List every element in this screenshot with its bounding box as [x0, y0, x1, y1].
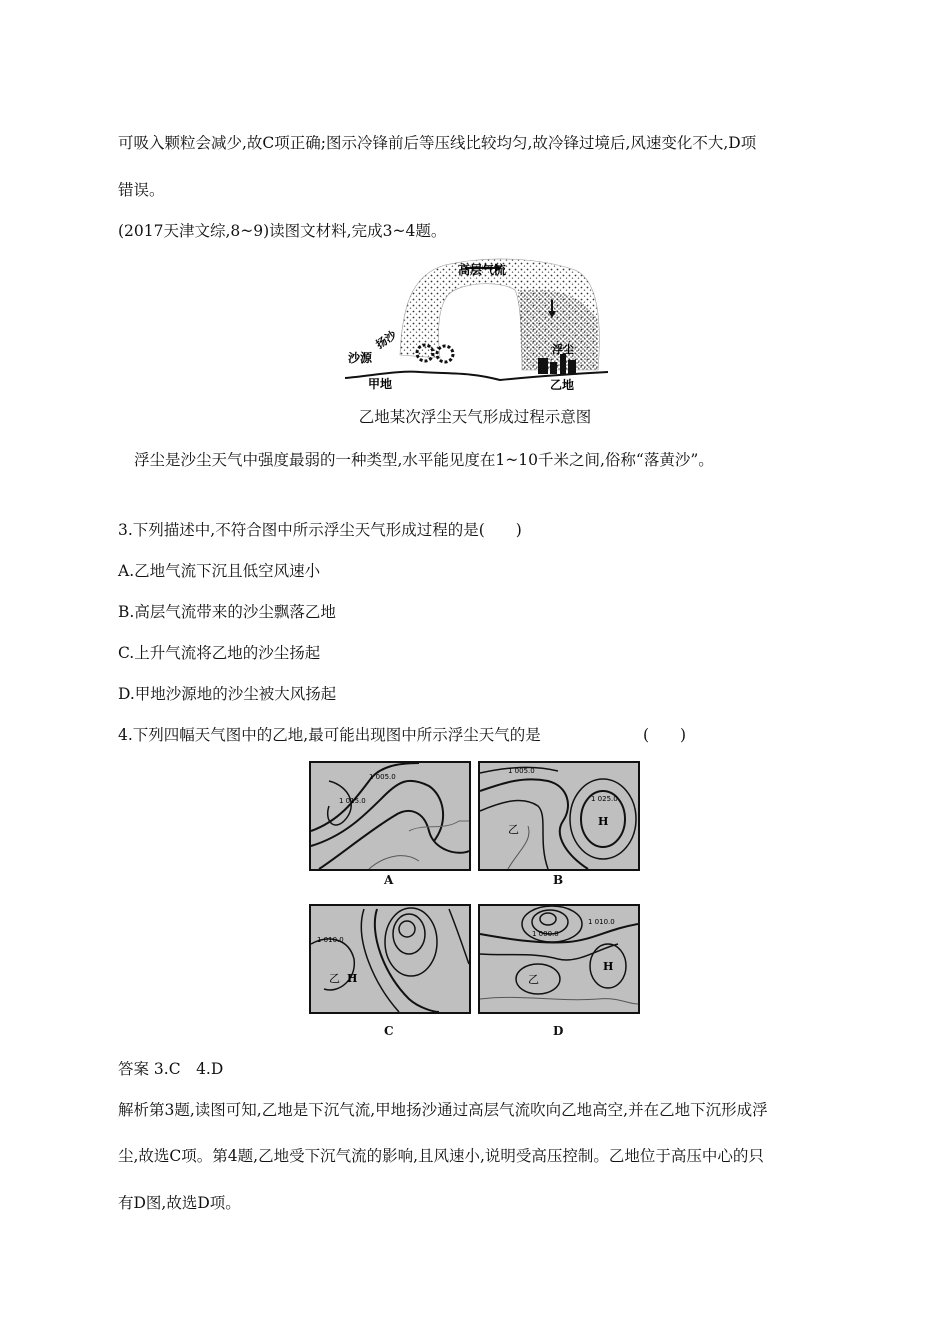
dust-process-figure [340, 250, 610, 400]
question-3-option-d: D.甲地沙源地的沙尘被大风扬起 [118, 685, 337, 703]
paragraph-line: 错误。 [118, 181, 165, 199]
weather-map-c [309, 904, 471, 1014]
label-sand-source: 沙源 [348, 351, 373, 365]
label-dust: 浮尘 [552, 343, 574, 356]
source-line: (2017天津文综,8~9)读图文材料,完成3~4题。 [118, 222, 447, 240]
paragraph-line: 可吸入颗粒会减少,故C项正确;图示冷锋前后等压线比较均匀,故冷锋过境后,风速变化不大,D项 [118, 134, 757, 152]
answer-line: 答案 3.C 4.D [118, 1060, 224, 1078]
map-c-mark: H [347, 972, 358, 985]
question-4-stem: 4.下列四幅天气图中的乙地,最可能出现图中所示浮尘天气的是 [118, 726, 541, 744]
figure-caption: 乙地某次浮尘天气形成过程示意图 [358, 408, 592, 426]
weather-map-d [478, 904, 640, 1014]
map-a-mark: 1 015.0 [339, 797, 366, 805]
weather-map-b [478, 761, 640, 871]
map-d-mark: 1 010.0 [588, 918, 615, 926]
map-c-label: C [384, 1024, 394, 1038]
question-3-stem: 3.下列描述中,不符合图中所示浮尘天气形成过程的是( ) [118, 521, 522, 539]
analysis-line: 有D图,故选D项。 [118, 1194, 241, 1212]
question-3-option-b: B.高层气流带来的沙尘飘落乙地 [118, 603, 336, 621]
analysis-line: 解析第3题,读图可知,乙地是下沉气流,甲地扬沙通过高层气流吹向乙地高空,并在乙地下沉形成浮 [118, 1101, 768, 1119]
map-d-mark: H [603, 960, 614, 973]
question-3-option-c: C.上升气流将乙地的沙尘扬起 [118, 644, 321, 662]
material-text: 浮尘是沙尘天气中强度最弱的一种类型,水平能见度在1~10千米之间,俗称“落黄沙”。 [134, 451, 714, 469]
map-a-mark: 1 005.0 [369, 773, 396, 781]
map-b-label: B [553, 873, 564, 887]
label-sand-rise: 扬沙 [373, 328, 400, 352]
map-d-mark: 1 000.0 [532, 930, 559, 938]
label-yi: 乙地 [550, 378, 575, 392]
map-c-mark: 乙 [329, 972, 340, 985]
label-jia: 甲地 [368, 377, 393, 391]
map-b-mark: 1 025.0 [591, 795, 618, 803]
label-upper-flow: 高层气流 [458, 263, 507, 277]
map-b-mark: H [598, 815, 609, 828]
weather-map-a [309, 761, 471, 871]
map-b-mark: 1 005.0 [508, 767, 535, 775]
question-3-option-a: A.乙地气流下沉且低空风速小 [118, 562, 321, 580]
map-c-mark: 1 010.0 [317, 936, 344, 944]
map-a-label: A [384, 873, 394, 887]
map-d-mark: 乙 [528, 973, 539, 986]
analysis-line: 尘,故选C项。第4题,乙地受下沉气流的影响,且风速小,说明受高压控制。乙地位于高压中心的只 [118, 1147, 764, 1165]
question-4-paren: ( ) [643, 726, 687, 744]
map-b-mark: 乙 [508, 823, 519, 836]
map-d-label: D [553, 1024, 564, 1038]
